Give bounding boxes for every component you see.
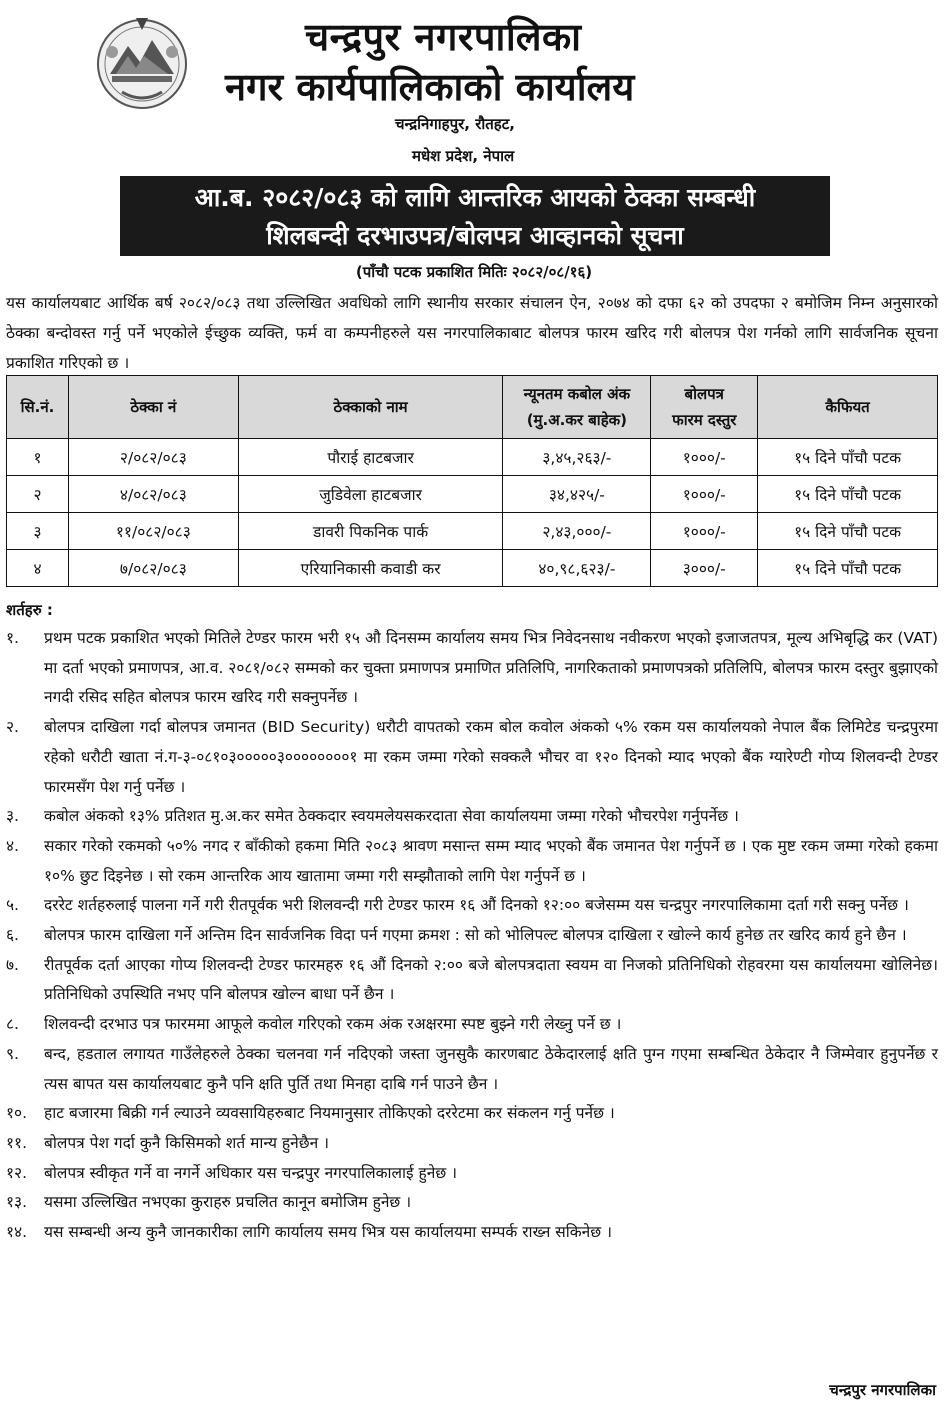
contract-table <box>6 375 938 587</box>
intro-paragraph: यस कार्यालयबाट आर्थिक बर्ष २०८२/०८३ तथा उल्लिखित अवधिको लागि स्थानीय सरकार संचालन ऐन, २०७४ को दफा ६२ को उपदफा २ बमोजिम निम्न अनुसारको ठेक्का बन्दोवस्त गर्नु पर्ने भएकोले ईच्छुक व्यक्ति, फर्म वा कम्पनीहरुले यस नगरपालिकाबाट बोलपत्र फारम खरिद गरी बोलपत्र पेश गर्नको लागि सार्वजनिक सूचना प्रकाशित गरिएको छ । <box>6 294 938 372</box>
cell-remarks: १५ दिने पाँचौ पटक <box>758 439 938 476</box>
cell-min-bid: ३४,४२५/- <box>503 476 651 513</box>
header-min-bid-line-2: (मु.अ.कर बाहेक) <box>526 411 628 429</box>
term-number: १३. <box>6 1193 28 1212</box>
term-number: ४. <box>6 836 19 855</box>
term-number: ३. <box>6 807 19 826</box>
address-line-1: चन्द्रनिगाहपुर, रौतहट, <box>395 115 515 133</box>
term-number: १२. <box>6 1163 28 1182</box>
term-text: रीतपूर्वक दर्ता आएका गोप्य शिलवन्दी टेण्डर फारमहरु १६ औं दिनको २:०० बजे बोलपत्रदाता स्वयम वा निजको प्रतिनिधिको रोहवरमा यस कार्यालयमा खोलिनेछ। प्रतिनिधिको उपस्थिति नभए पनि बोलपत्र खोल्न बाधा पर्ने छैन । <box>44 955 938 1004</box>
cell-contract-name: जुडिवेला हाटबजार <box>238 476 503 513</box>
term-item <box>6 1099 938 1129</box>
table-row <box>7 513 938 550</box>
term-text: बोलपत्र फारम दाखिला गर्ने अन्तिम दिन सार्वजनिक विदा पर्न गएमा क्रमश : सो को भोलिपल्ट बोलपत्र दाखिला र खोल्ने कार्य हुनेछ तर खरिद कार्य हुने छैन । <box>44 926 907 945</box>
office-subtitle: नगर कार्यपालिकाको कार्यालय <box>225 65 635 109</box>
term-item <box>6 1159 938 1189</box>
term-item <box>6 1040 938 1099</box>
cell-contract-name: पौराई हाटबजार <box>238 439 503 476</box>
term-number: २. <box>6 718 19 737</box>
term-item <box>6 1129 938 1159</box>
cell-sn: २ <box>7 476 69 513</box>
header-min-bid <box>503 376 651 439</box>
notice-title-line-1: आ.ब. २०८२/०८३ को लागि आन्तरिक आयको ठेक्का सम्बन्धी <box>194 183 756 212</box>
table-row <box>7 550 938 587</box>
cell-remarks: १५ दिने पाँचौ पटक <box>758 476 938 513</box>
office-name: चन्द्रपुर नगरपालिका <box>305 15 582 59</box>
table-header-row <box>7 376 938 439</box>
cell-min-bid: ४०,९८,६२३/- <box>503 550 651 587</box>
term-text: हाट बजारमा बिक्री गर्न ल्याउने व्यवसायिहरुबाट नियमानुसार तोकिएको दररेटमा कर संकलन गर्नु पर्नेछ । <box>44 1104 615 1123</box>
term-text: प्रथम पटक प्रकाशित भएको मितिले टेण्डर फारम भरी १५ औ दिनसम्म कार्यालय समय भित्र निवेदनसाथ नवीकरण भएको इजाजतपत्र, मूल्य अभिबृद्धि कर (VAT) मा दर्ता भएको प्रमाणपत्र, आ.व. २०८१/०८२ सम्मको कर चुक्ता प्रमाणपत्र प्रमाणित प्रतिलिपि, नागरिकताको प्रमाणपत्रको प्रतिलिपि, बोलपत्र फारम दस्तुर बुझाएको नगदी रसिद सहित बोलपत्र फारम खरिद गरी सक्नुपर्नेछ । <box>44 629 939 707</box>
table-row <box>7 439 938 476</box>
term-number: ७. <box>6 955 19 974</box>
term-text: बोलपत्र स्वीकृत गर्ने वा नगर्ने अधिकार यस चन्द्रपुर नगरपालिकालाई हुनेछ । <box>44 1163 458 1182</box>
term-text: सकार गरेको रकमको ५०% नगद र बाँकीको हकमा मिति २०८३ श्रावण मसान्त सम्म म्याद भएको बैंक जमानत पेश गर्नुपर्ने छ । एक मुष्ट रकम जम्मा गरेको हकमा १०% छुट दिइनेछ । सो रकम आन्तरिक आय खातामा जम्मा गरी सम्झौताको लागि पेश गर्नुपर्ने छ । <box>44 836 938 885</box>
cell-fee: १०००/- <box>651 513 758 550</box>
term-number: १४. <box>6 1223 28 1242</box>
cell-sn: ४ <box>7 550 69 587</box>
cell-contract-no: ४/०८२/०८३ <box>68 476 238 513</box>
header-contract-no: ठेक्का नं <box>68 376 238 439</box>
cell-contract-no: ११/०८२/०८३ <box>68 513 238 550</box>
cell-contract-no: २/०८२/०८३ <box>68 439 238 476</box>
term-item <box>6 1010 938 1040</box>
published-date-line: (पाँचौ पटक प्रकाशित मितिः २०८२/०८/१६) <box>355 263 593 281</box>
term-item <box>6 802 938 832</box>
term-item <box>6 832 938 891</box>
cell-contract-name: डावरी पिकनिक पार्क <box>238 513 503 550</box>
term-number: १. <box>6 629 19 647</box>
term-text: यस सम्बन्धी अन्य कुनै जानकारीका लागि कार्यालय समय भित्र यस कार्यालयमा सम्पर्क राख्न सकिनेछ । <box>44 1223 612 1242</box>
term-item <box>6 1218 938 1248</box>
terms-list <box>6 624 938 1248</box>
term-text: बोलपत्र पेश गर्दा कुनै किसिमको शर्त मान्य हुनेछैन । <box>44 1133 329 1152</box>
term-item <box>6 921 938 951</box>
header-fee-line-2: फारम दस्तुर <box>672 411 737 429</box>
term-text: दररेट शर्तहरुलाई पालना गर्ने गरी रीतपूर्वक भरी शिलवन्दी गरी टेण्डर फारम १६ औं दिनको १२:०० बजेसम्म यस चन्द्रपुर नगरपालिकामा दर्ता गरी सक्नु पर्नेछ । <box>44 896 909 915</box>
term-item <box>6 891 938 921</box>
cell-sn: ३ <box>7 513 69 550</box>
term-number: ८. <box>6 1015 19 1034</box>
header-contract-name: ठेक्काको नाम <box>238 376 503 439</box>
government-emblem-logo <box>92 12 192 112</box>
term-text: कबोल अंकको १३% प्रतिशत मु.अ.कर समेत ठेक्कदार स्वयमलेयसकरदाता सेवा कार्यालयमा जम्मा गरेको भौचरपेश गर्नुपर्नेछ । <box>44 807 739 826</box>
address-line-2: मधेश प्रदेश, नेपाल <box>412 147 515 165</box>
notice-title-banner <box>120 176 830 256</box>
cell-remarks: १५ दिने पाँचौ पटक <box>758 513 938 550</box>
term-number: ११. <box>6 1133 28 1152</box>
term-text: शिलवन्दी दरभाउ पत्र फारममा आफूले कवोल गरिएको रकम अंक रअक्षरमा स्पष्ट बुझ्ने गरी लेख्नु पर्ने छ । <box>44 1015 622 1034</box>
term-item <box>6 951 938 1010</box>
signoff: चन्द्रपुर नगरपालिका <box>829 1381 936 1399</box>
cell-fee: १०००/- <box>651 439 758 476</box>
term-text: बन्द, हडताल लगायत गाउँलेहरुले ठेक्का चलनवा गर्न नदिएको जस्ता जुनसुकै कारणबाट ठेकेदारलाई क्षति पुग्न गएमा सम्बन्धित ठेकेदार नै जिम्मेवार हुनुपर्नेछ र त्यस बापत यस कार्यालयबाट कुनै पनि क्षति पुर्ति तथा मिनहा दाबि गर्न पाउने छैन । <box>44 1044 938 1093</box>
cell-sn: १ <box>7 439 69 476</box>
cell-min-bid: ३,४५,२६३/- <box>503 439 651 476</box>
term-item <box>6 713 938 802</box>
term-number: ५. <box>6 896 19 915</box>
term-number: ९. <box>6 1044 19 1063</box>
term-number: ६. <box>6 926 19 945</box>
cell-contract-name: एरियानिकासी कवाडी कर <box>238 550 503 587</box>
cell-contract-no: ७/०८२/०८३ <box>68 550 238 587</box>
term-item <box>6 1188 938 1218</box>
term-number: १०. <box>6 1104 28 1123</box>
cell-remarks: १५ दिने पाँचौ पटक <box>758 550 938 587</box>
term-text: यसमा उल्लिखित नभएका कुराहरु प्रचलित कानून बमोजिम हुनेछ । <box>44 1193 412 1212</box>
term-text: बोलपत्र दाखिला गर्दा बोलपत्र जमानत (BID Security) धरौटी वापतको रकम बोल कवोल अंकको ५% रकम यस कार्यालयको नेपाल बैंक लिमिटेड चन्द्रपुरमा रहेको धरौटी खाता नं.ग-३-०८१०३०००००३००००००००१ मा रकम जम्मा गरेको सक्कलै भौचर वा १२० दिनको म्याद भएको बैंक ग्यारेण्टी गोप्य शिलवन्दी टेण्डर फारमसँग पेश गर्नु पर्नेछ । <box>44 718 938 796</box>
header-fee <box>651 376 758 439</box>
term-item <box>6 624 938 713</box>
terms-heading: शर्तहरु : <box>6 601 53 619</box>
header-min-bid-line-1: न्यूनतम कबोल अंक <box>523 385 631 403</box>
table-row <box>7 476 938 513</box>
header-sn: सि.नं. <box>7 376 69 439</box>
cell-min-bid: २,४३,०००/- <box>503 513 651 550</box>
cell-fee: १०००/- <box>651 476 758 513</box>
header-fee-line-1: बोलपत्र <box>684 385 724 403</box>
header-remarks: कैफियत <box>758 376 938 439</box>
cell-fee: ३०००/- <box>651 550 758 587</box>
notice-title-line-2: शिलबन्दी दरभाउपत्र/बोलपत्र आव्हानको सूचना <box>266 221 684 250</box>
